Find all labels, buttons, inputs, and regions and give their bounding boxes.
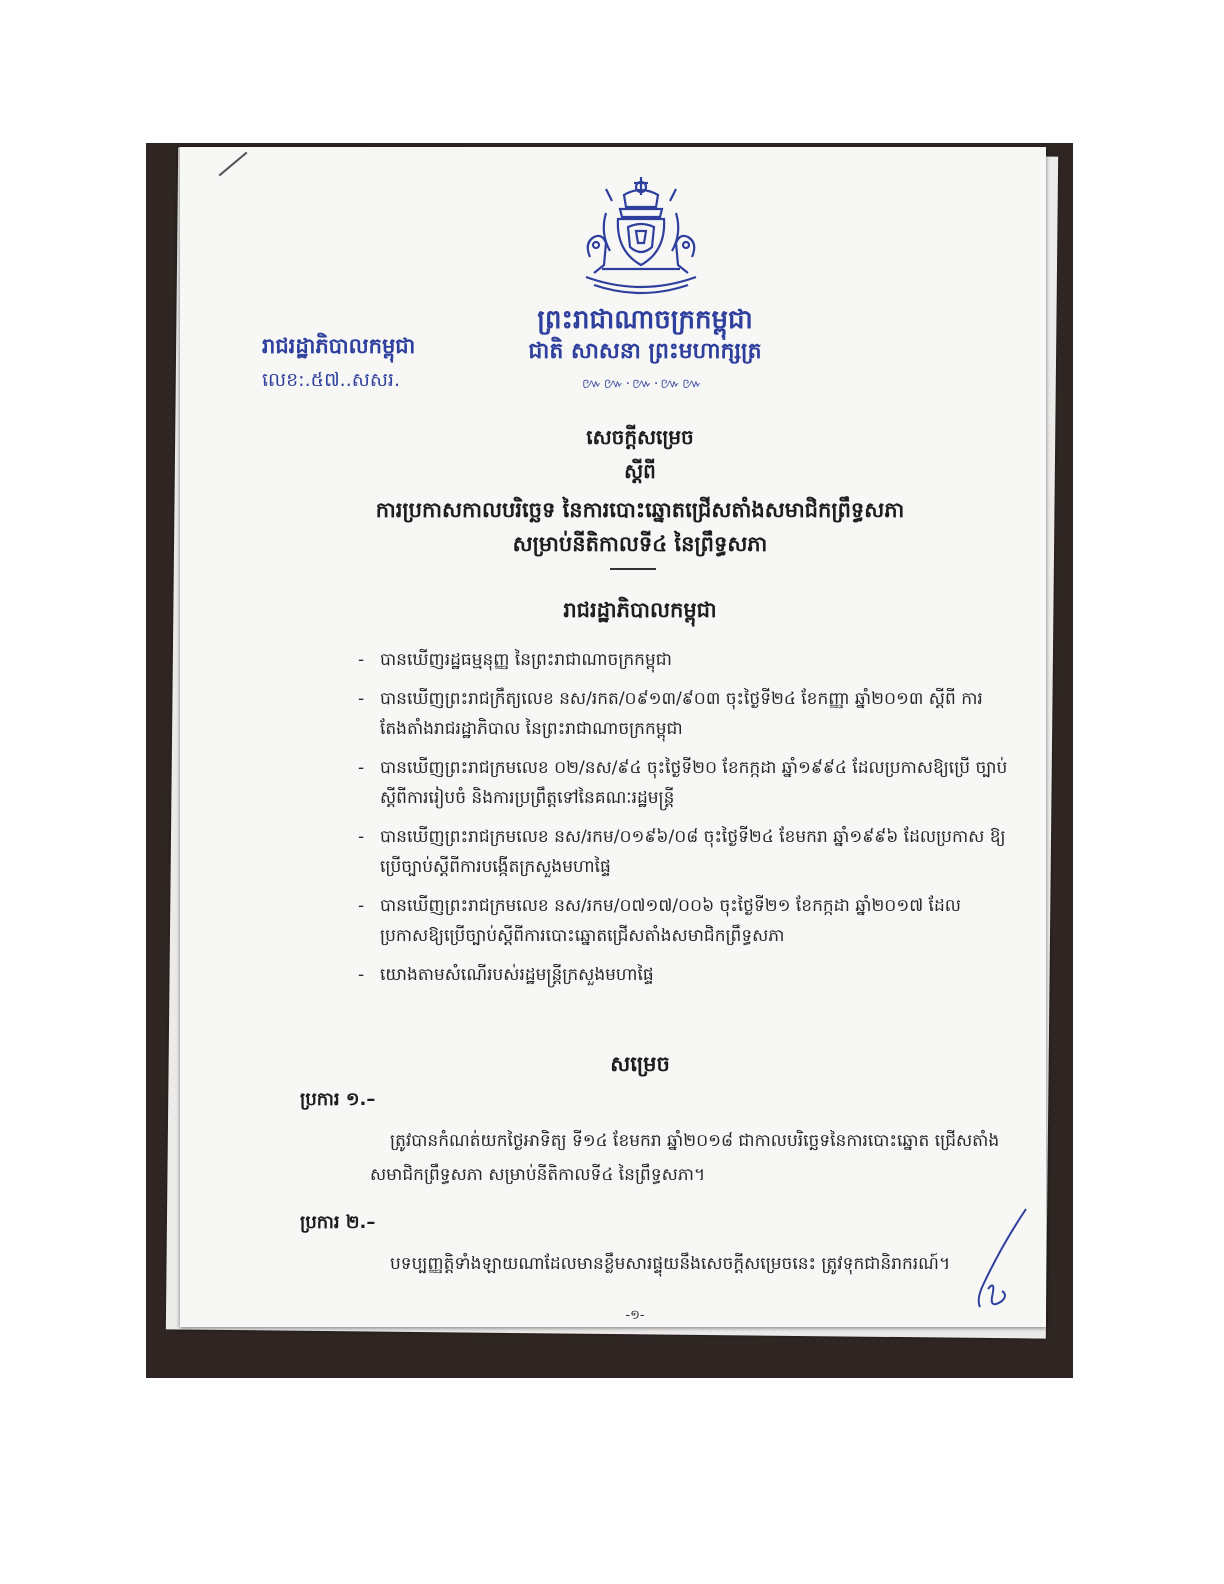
document-subject <box>330 493 950 561</box>
page-number: -១- <box>625 1308 645 1323</box>
reference-number: លេខ:.៥៧..សសរ. <box>262 369 400 391</box>
national-motto: ជាតិ សាសនា ព្រះមហាក្សត្រ <box>528 339 762 364</box>
header-ornament: ៚៚·៚·៚៚ <box>581 376 705 392</box>
kingdom-title: ព្រះរាជាណាចក្រកម្ពុជា <box>537 305 753 335</box>
subject-line-1: ការប្រកាសកាលបរិច្ឆេទ នៃការបោះឆ្នោតជ្រើសតាំងសមាជិកព្រឹទ្ធសភា <box>375 498 905 522</box>
handwritten-initials <box>962 1205 1032 1315</box>
article-1-heading: ប្រការ ១.– <box>300 1089 376 1110</box>
list-item: - បានឃើញព្រះរាជក្រមលេខ ០២/នស/៩៤ ចុះថ្ងៃទី២០ ខែកក្កដា ឆ្នាំ១៩៩៤ ដែលប្រកាសឱ្យប្រើ ច្បាប់ស្ដីពីការរៀបចំ និងការប្រព្រឹត្តទៅនៃគណៈរដ្ឋមន្ត្រី <box>358 758 1008 808</box>
issuer-heading: រាជរដ្ឋាភិបាលកម្ពុជា <box>563 598 717 622</box>
article-1-body: ត្រូវបានកំណត់យកថ្ងៃអាទិត្យ ទី១៤ ខែមករា ឆ្នាំ២០១៨ ជាកាលបរិច្ឆេទនៃការបោះឆ្នោត ជ្រើសតាំងសមាជិកព្រឹទ្ធសភា សម្រាប់នីតិកាលទី៤ នៃព្រឹទ្ធសភា។ <box>370 1131 1000 1185</box>
list-item: - បានឃើញព្រះរាជក្រមលេខ នស/រកម/០១៩៦/០៨ ចុះថ្ងៃទី២៤ ខែមករា ឆ្នាំ១៩៩៦ ដែលប្រកាស ឱ្យប្រើច្បាប់ស្ដីពីការបង្កើតក្រសួងមហាផ្ទៃ <box>358 827 1006 877</box>
considerations-list <box>358 645 1008 999</box>
article-2-body: បទប្បញ្ញត្តិទាំងឡាយណាដែលមានខ្លឹមសារផ្ទុយនឹងសេចក្ដីសម្រេចនេះ ត្រូវទុកជានិរាករណ៍។ <box>390 1254 951 1274</box>
list-item: - បានឃើញរដ្ឋធម្មនុញ្ញ នៃព្រះរាជាណាចក្រកម្ពុជា <box>358 650 672 670</box>
article-2-heading: ប្រការ ២.– <box>300 1212 376 1233</box>
subject-line-2: សម្រាប់នីតិកាលទី៤ នៃព្រឹទ្ធសភា <box>512 532 768 556</box>
decision-heading: សម្រេច <box>610 1052 670 1076</box>
issuing-authority: រាជរដ្ឋាភិបាលកម្ពុជា <box>262 334 416 358</box>
royal-coat-of-arms-icon <box>576 173 706 299</box>
list-item: - បានឃើញព្រះរាជក្រមលេខ នស/រកម/០៧១៧/០០៦ ចុះថ្ងៃទី២១ ខែកក្កដា ឆ្នាំ២០១៧ ដែល ប្រកាសឱ្យប្រើច្បាប់ស្ដីពីការបោះឆ្នោតជ្រើសតាំងសមាជិកព្រឹទ្ធសភា <box>358 896 961 946</box>
list-item: - បានឃើញព្រះរាជក្រឹត្យលេខ នស/រកត/០៩១៣/៩០៣ ចុះថ្ងៃទី២៤ ខែកញ្ញា ឆ្នាំ២០១៣ ស្ដីពី ការតែងតាំងរាជរដ្ឋាភិបាល នៃព្រះរាជាណាចក្រកម្ពុជា <box>358 689 983 739</box>
about-label: ស្ដីពី <box>624 459 656 483</box>
title-divider <box>610 568 656 570</box>
list-item: - យោងតាមសំណើរបស់រដ្ឋមន្ត្រីក្រសួងមហាផ្ទៃ <box>358 965 654 985</box>
document-type: សេចក្ដីសម្រេច <box>586 425 694 449</box>
